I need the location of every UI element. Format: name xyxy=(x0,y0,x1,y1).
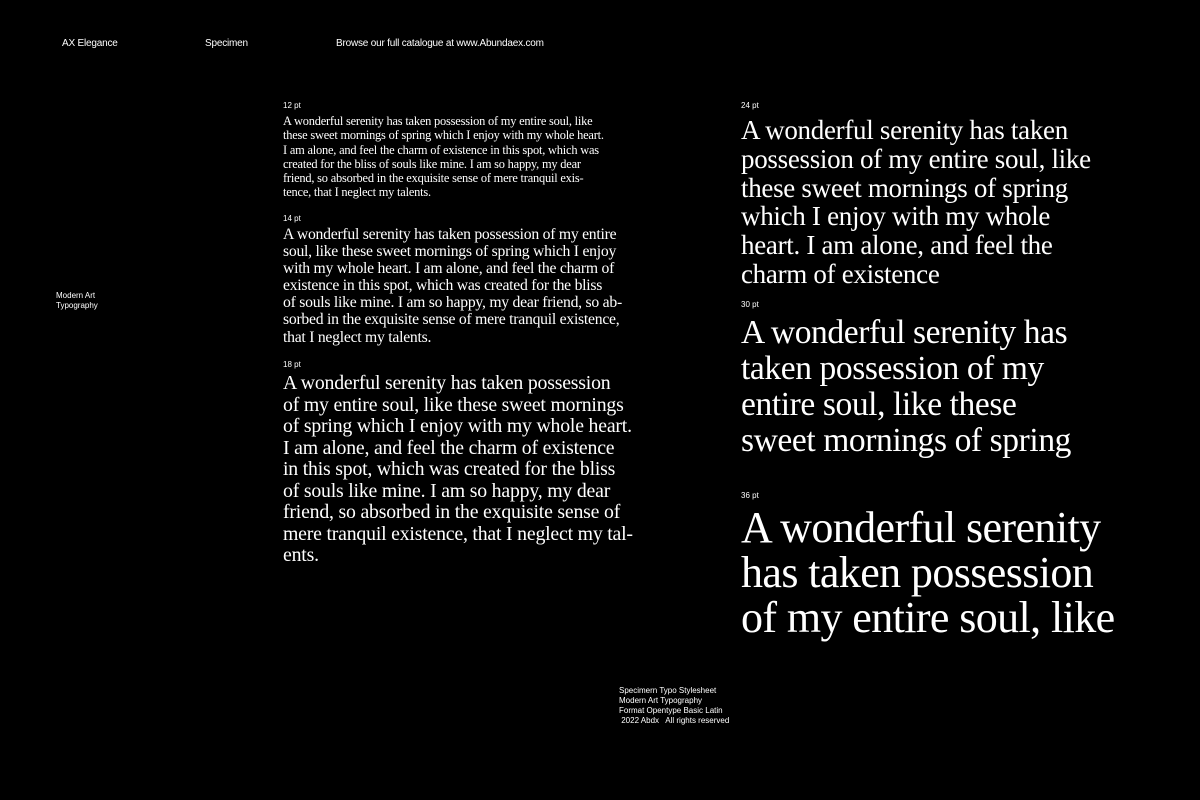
sample-line: A wonderful serenity has taken xyxy=(741,115,1068,145)
sample-line: existence in this spot, which was created for the bliss xyxy=(283,277,603,295)
footer-line: Modern Art Typography xyxy=(619,696,703,705)
sample-line: sorbed in the exquisite sense of mere tranquil existence, xyxy=(283,311,620,329)
sample-line: these sweet mornings of spring which I enjoy with my whole heart. xyxy=(283,128,604,143)
catalogue-link[interactable]: Browse our full catalogue at www.Abundaex.com xyxy=(336,38,544,49)
sample-line: friend, so absorbed in the exquisite sense of xyxy=(283,501,621,523)
sample-line: of souls like mine. I am so happy, my dear friend, so ab- xyxy=(283,294,622,312)
sample-line: mere tranquil existence, that I neglect my tal- xyxy=(283,522,633,545)
size-label-18pt: 18 pt xyxy=(283,360,301,369)
sample-line: in this spot, which was created for the bliss xyxy=(283,458,616,480)
footer-colophon xyxy=(619,686,729,726)
sample-line: ents. xyxy=(283,544,319,566)
sample-line: of souls like mine. I am so happy, my dear xyxy=(283,479,611,502)
sample-line: A wonderful serenity has taken possession xyxy=(283,372,611,394)
sample-line: taken possession of my xyxy=(741,350,1044,387)
sample-text-30pt xyxy=(741,315,1071,459)
size-label-14pt: 14 pt xyxy=(283,214,301,223)
footer-line: Specimern Typo Stylesheet xyxy=(619,686,717,695)
footer-line: Format Opentype Basic Latin xyxy=(619,706,723,715)
sample-line: friend, so absorbed in the exquisite sense of mere tranquil exis- xyxy=(283,171,584,186)
sample-line: tence, that I neglect my talents. xyxy=(283,185,431,200)
sample-line: entire soul, like these xyxy=(741,386,1017,423)
sample-line: heart. I am alone, and feel the xyxy=(741,230,1053,261)
sample-line: possession of my entire soul, like xyxy=(741,143,1091,174)
sample-line: I am alone, and feel the charm of existence xyxy=(283,436,615,459)
sample-line: A wonderful serenity has xyxy=(741,314,1068,351)
sample-line: A wonderful serenity has taken possession of my entire xyxy=(283,226,617,243)
size-label-24pt: 24 pt xyxy=(741,101,759,110)
sample-line: these sweet mornings of spring xyxy=(741,172,1068,203)
size-label-36pt: 36 pt xyxy=(741,491,759,500)
sample-line: has taken possession xyxy=(741,548,1094,597)
sample-line: I am alone, and feel the charm of existence in this spot, which was xyxy=(283,142,599,157)
sample-line: with my whole heart. I am alone, and feel the charm of xyxy=(283,260,615,278)
size-label-12pt: 12 pt xyxy=(283,101,301,110)
sample-text-24pt xyxy=(741,116,1091,289)
sample-line: that I neglect my talents. xyxy=(283,328,432,346)
sample-text-18pt xyxy=(283,373,633,567)
section-title: Specimen xyxy=(205,38,248,49)
brand-name: AX Elegance xyxy=(62,38,118,49)
sample-line: of my entire soul, like xyxy=(741,593,1115,642)
sample-text-36pt xyxy=(741,505,1115,640)
sample-line: sweet mornings of spring xyxy=(741,422,1072,459)
sample-line: charm of existence xyxy=(741,258,940,289)
sidebar-caption xyxy=(56,291,98,311)
sample-line: A wonderful serenity has taken possession of my entire soul, like xyxy=(283,114,593,128)
sample-line: of spring which I enjoy with my whole heart. xyxy=(283,415,632,437)
sample-line: which I enjoy with my whole xyxy=(741,201,1051,232)
size-label-30pt: 30 pt xyxy=(741,300,759,309)
sidebar-caption-line: Modern Art xyxy=(56,291,96,300)
sample-line: soul, like these sweet mornings of spring which I enjoy xyxy=(283,243,617,261)
sample-line: A wonderful serenity xyxy=(741,503,1101,552)
sidebar-caption-line: Typography xyxy=(56,301,98,310)
sample-text-14pt xyxy=(283,226,622,346)
sample-line: created for the bliss of souls like mine. I am so happy, my dear xyxy=(283,156,581,171)
footer-line: 2022 Abdx All rights reserved xyxy=(619,716,730,725)
sample-text-12pt xyxy=(283,114,604,200)
sample-line: of my entire soul, like these sweet mornings xyxy=(283,393,624,416)
